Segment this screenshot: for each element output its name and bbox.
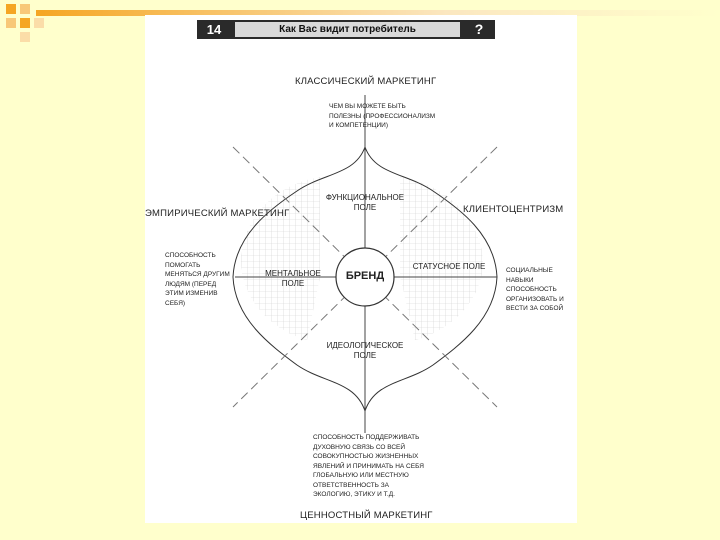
field-label-ideological: ИДЕОЛОГИЧЕСКОЕ ПОЛЕ — [326, 341, 404, 360]
note-professionalism: ЧЕМ ВЫ МОЖЕТЕ БЫТЬ ПОЛЕЗНЫ (ПРОФЕССИОНАЛИЗМ И КОМПЕТЕНЦИИ) — [329, 103, 436, 129]
header-number: 14 — [206, 22, 222, 37]
axis-label-client-centrism: КЛИЕНТОЦЕНТРИЗМ — [463, 204, 564, 215]
note-social-skills: СОЦИАЛЬНЫЕ НАВЫКИ СПОСОБНОСТЬ ОРГАНИЗОВАТЬ И ВЕСТИ ЗА СОБОЙ — [506, 267, 564, 312]
axis-label-value-marketing: ЦЕННОСТНЫЙ МАРКЕТИНГ — [300, 510, 433, 521]
decorative-corner-squares — [0, 0, 70, 50]
diagram-panel — [145, 15, 577, 523]
field-label-functional: ФУНКЦИОНАЛЬНОЕ ПОЛЕ — [325, 193, 405, 212]
header-title: Как Вас видит потребитель — [235, 22, 460, 37]
axis-label-empirical-marketing: ЭМПИРИЧЕСКИЙ МАРКЕТИНГ — [145, 208, 290, 219]
mental-field-area — [241, 177, 320, 340]
note-help-others-change: СПОСОБНОСТЬ ПОМОГАТЬ МЕНЯТЬСЯ ДРУГИМ ЛЮДЯМ (ПЕРЕД ЭТИМ ИЗМЕНИВ СЕБЯ) — [165, 252, 230, 307]
brand-label: БРЕНД — [345, 270, 385, 282]
field-label-mental: МЕНТАЛЬНОЕ ПОЛЕ — [265, 269, 321, 288]
note-spiritual-connection: СПОСОБНОСТЬ ПОДДЕРЖИВАТЬ ДУХОВНУЮ СВЯЗЬ СО ВСЕЙ СОВОКУПНОСТЬЮ ЖИЗНЕННЫХ ЯВЛЕНИЙ И ПРИНИМАТЬ НА СЕБЯ ГЛОБАЛЬНУЮ ИЛИ МЕСТНУЮ ОТВЕТСТВЕННОСТЬ ЗА ЭКОЛОГИЮ, ЭТИКУ И Т.Д. — [313, 434, 424, 498]
field-label-status: СТАТУСНОЕ ПОЛЕ — [412, 262, 486, 271]
axis-label-classical-marketing: КЛАССИЧЕСКИЙ МАРКЕТИНГ — [295, 76, 437, 87]
help-question-mark: ? — [474, 21, 484, 37]
